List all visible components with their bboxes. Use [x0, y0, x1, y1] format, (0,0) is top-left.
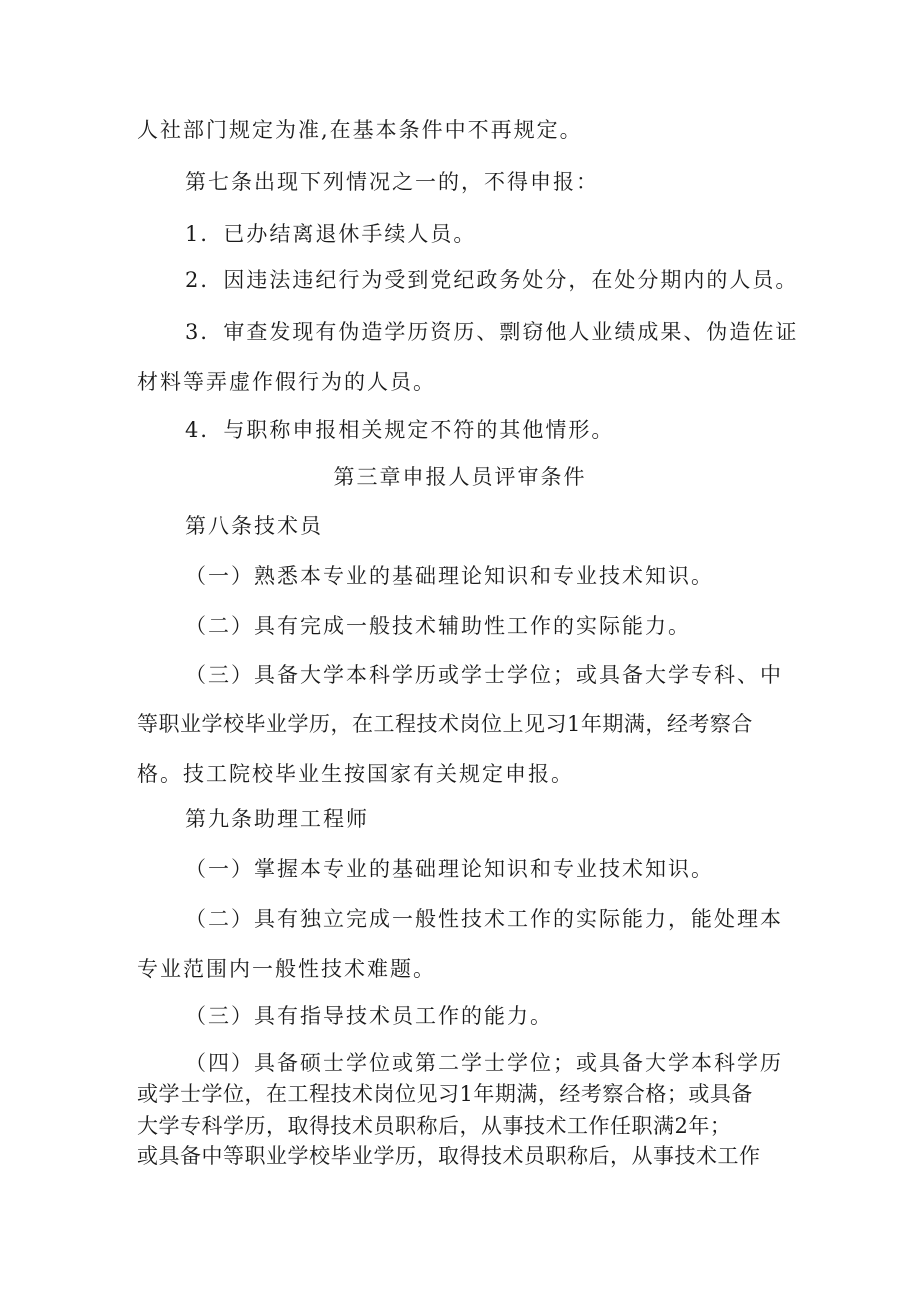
- text-line: 大学专科学历，取得技术员职称后，从事技术工作任职满2年；: [137, 1114, 732, 1138]
- clause-1: （一）熟悉本专业的基础理论知识和专业技术知识。: [185, 564, 714, 588]
- clause-3: （三）具备大学本科学历或学士学位；或具备大学专科、中: [185, 663, 783, 687]
- chapter-3-heading: 第三章申报人员评审条件: [333, 465, 587, 489]
- text-line: 材料等弄虚作假行为的人员。: [137, 370, 436, 394]
- clause-1: （一）掌握本专业的基础理论知识和专业技术知识。: [185, 857, 714, 881]
- text-line: 人社部门规定为准,在基本条件中不再规定。: [137, 118, 583, 142]
- clause-3: （三）具有指导技术员工作的能力。: [185, 1004, 553, 1028]
- article-9-heading: 第九条助理工程师: [185, 807, 369, 831]
- article-8-heading: 第八条技术员: [185, 514, 323, 538]
- text-line: 专业范围内一般性技术难题。: [137, 957, 436, 981]
- text-line: 格。技工院校毕业生按国家有关规定申报。: [137, 762, 574, 786]
- text-line: 或学士学位，在工程技术岗位见习1年期满，经考察合格；或具备: [137, 1082, 753, 1106]
- article-7-heading: 第七条出现下列情况之一的，不得申报：: [185, 170, 599, 194]
- list-item-3: 3．审查发现有伪造学历资历、剽窃他人业绩成果、伪造佐证: [185, 320, 799, 344]
- clause-4: （四）具备硕士学位或第二学士学位；或具备大学本科学历: [185, 1051, 783, 1075]
- clause-2: （二）具有完成一般技术辅助性工作的实际能力。: [185, 614, 691, 638]
- clause-2: （二）具有独立完成一般性技术工作的实际能力，能处理本: [185, 907, 783, 931]
- list-item-1: 1．已办结离退休手续人员。: [185, 222, 477, 246]
- list-item-2: 2．因违法违纪行为受到党纪政务处分，在处分期内的人员。: [185, 268, 799, 292]
- list-item-4: 4．与职称申报相关规定不符的其他情形。: [185, 418, 615, 442]
- text-line: 或具备中等职业学校毕业学历，取得技术员职称后，从事技术工作: [137, 1144, 761, 1168]
- text-line: 等职业学校毕业学历，在工程技术岗位上见习1年期满，经考察合: [137, 712, 753, 736]
